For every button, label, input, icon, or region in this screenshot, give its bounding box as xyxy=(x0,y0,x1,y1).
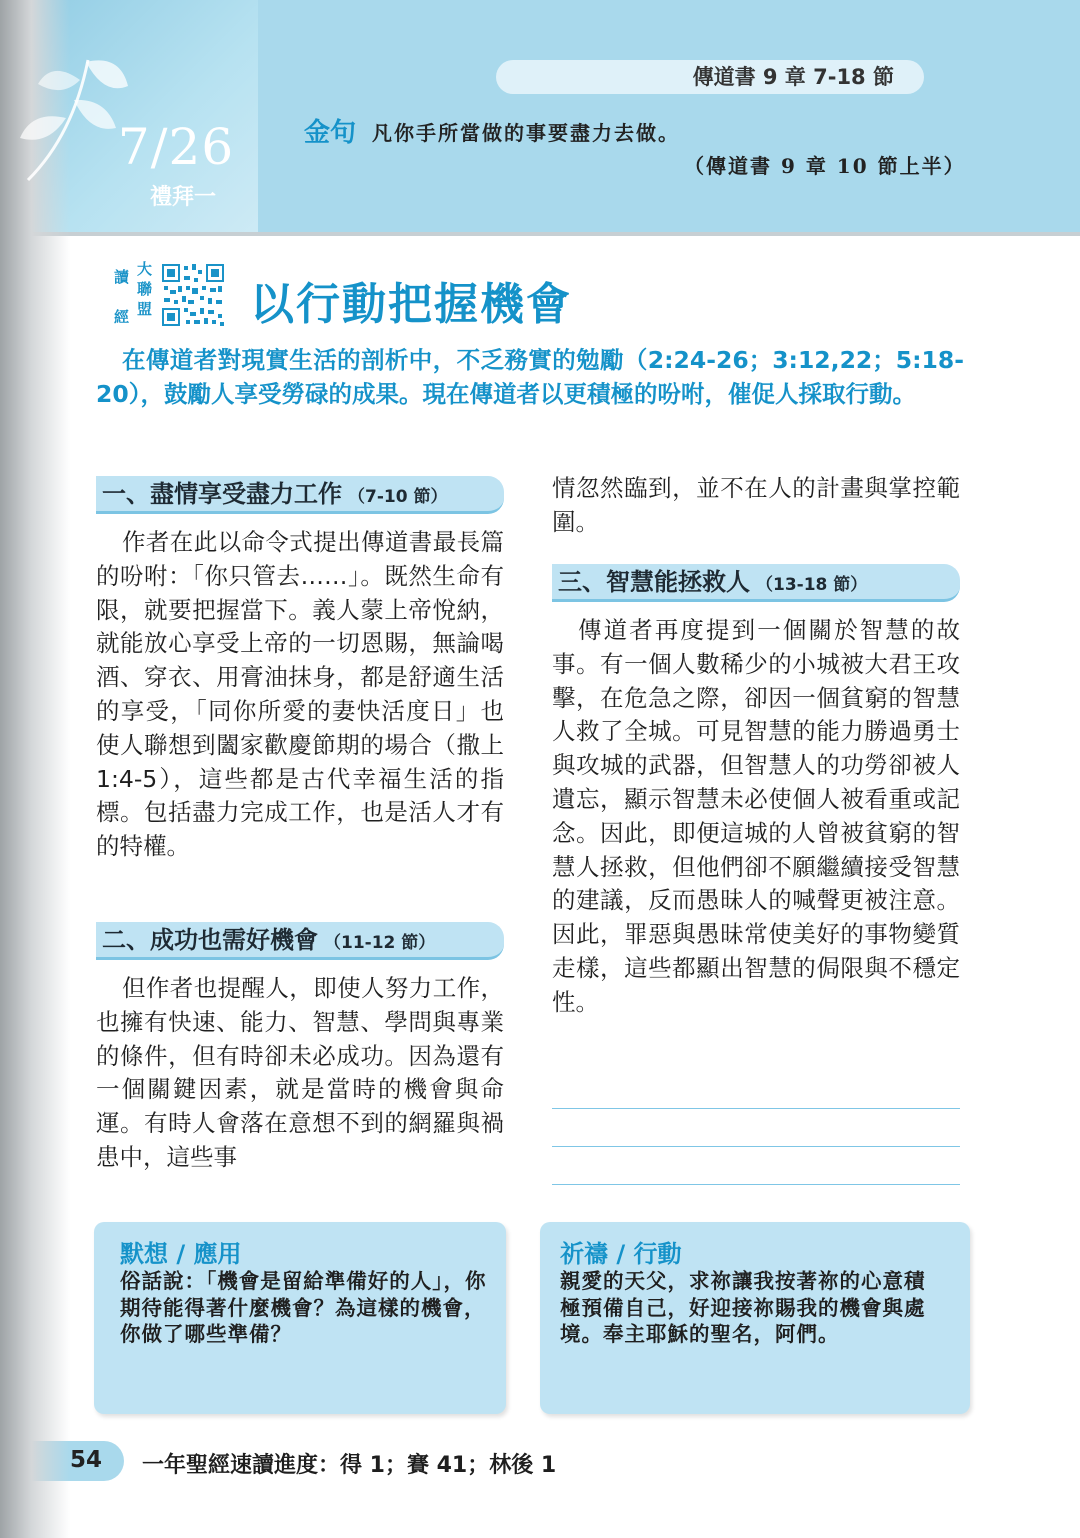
page-number: 54 xyxy=(70,1447,103,1473)
reflection-text: 俗話說：「機會是留給準備好的人」，你期待能得著什麼機會？為這樣的機會，你做了哪些準備？ xyxy=(120,1269,487,1346)
section-heading-1 xyxy=(96,476,504,514)
qr-caption xyxy=(110,260,162,330)
section-heading-3 xyxy=(552,564,960,602)
section-heading-3-title: 三、智慧能拯救人 xyxy=(558,568,750,596)
section-heading-2-title: 二、成功也需好機會 xyxy=(102,926,318,954)
section-2-continuation: 情忽然臨到，並不在人的計畫與掌控範圍。 xyxy=(552,474,960,536)
page-title: 以行動把握機會 xyxy=(250,279,572,330)
passage-reference: 傳道書 9 章 7-18 節 xyxy=(496,60,924,94)
golden-verse-text: 凡你手所當做的事要盡力去做。 xyxy=(372,121,680,145)
section-2-text: 但作者也提醒人，即使人努力工作，也擁有快速、能力、智慧、學問與專業的條件，但有時卻未必成功。因為還有一個關鍵因素，就是當時的機會與命運。有時人會落在意想不到的網羅與禍患中，這些事 xyxy=(96,974,504,1171)
prayer-title: 祈禱 / 行動 xyxy=(560,1240,682,1268)
date: 7/26 xyxy=(117,118,235,176)
qr-caption-char: 聯 xyxy=(137,280,153,298)
note-line[interactable] xyxy=(552,1184,960,1222)
intro-paragraph: 在傳道者對現實生活的剖析中，不乏務實的勉勵（2:24-26；3:12,22；5:18-20），鼓勵人享受勞碌的成果。現在傳道者以更積極的吩咐，催促人採取行動。 xyxy=(96,346,964,408)
qr-code-icon[interactable] xyxy=(160,262,226,328)
section-1-text: 作者在此以命令式提出傳道書最長篇的吩咐：「你只管去……」。既然生命有限，就要把握當下。義人蒙上帝悅納，就能放心享受上帝的一切恩賜，無論喝酒、穿衣、用膏油抹身，都是舒適生活的享受，「同你所愛的妻快活度日」也使人聯想到闔家歡慶節期的場合（撒上 1:4-5），這些都是古代幸福生活的指標。包括盡力完成工作，也是活人才有的特權。 xyxy=(96,528,504,861)
weekday: 禮拜一 xyxy=(149,185,216,210)
note-line[interactable] xyxy=(552,1108,960,1146)
reading-progress: 一年聖經速讀進度：得 1；賽 41；林後 1 xyxy=(142,1453,557,1478)
section-heading-3-range: （13-18 節） xyxy=(756,575,868,595)
section-heading-2 xyxy=(96,922,504,960)
section-heading-1-range: （7-10 節） xyxy=(348,487,448,507)
reflection-title: 默想 / 應用 xyxy=(120,1240,242,1268)
page-number-tab xyxy=(0,1441,124,1481)
qr-caption-char: 經 xyxy=(114,308,130,326)
golden-verse-reference: （傳道書 9 章 10 節上半） xyxy=(684,154,966,178)
qr-caption-char: 大 xyxy=(137,260,153,278)
section-heading-2-range: （11-12 節） xyxy=(324,933,436,953)
qr-caption-char: 讀 xyxy=(114,268,130,286)
prayer-text: 親愛的天父，求祢讓我按著祢的心意積極預備自己，好迎接祢賜我的機會與處境。奉主耶穌的聖名，阿們。 xyxy=(560,1269,926,1346)
golden-verse-label: 金句 xyxy=(304,118,357,148)
section-3-text: 傳道者再度提到一個關於智慧的故事。有一個人數稀少的小城被大君王攻擊，在危急之際，卻因一個貧窮的智慧人救了全城。可見智慧的能力勝過勇士與攻城的武器，但智慧人的功勞卻被人遺忘，顯示智慧未必使個人被看重或記念。因此，即便這城的人曾被貧窮的智慧人拯救，但他們卻不願繼續接受智慧的建議，反而愚昧人的喊聲更被注意。因此，罪惡與愚昧常使美好的事物變質走樣，這些都顯出智慧的侷限與不穩定性。 xyxy=(552,616,960,1016)
qr-caption-char: 盟 xyxy=(137,300,153,318)
note-line[interactable] xyxy=(552,1146,960,1184)
section-heading-1-title: 一、盡情享受盡力工作 xyxy=(102,480,342,508)
